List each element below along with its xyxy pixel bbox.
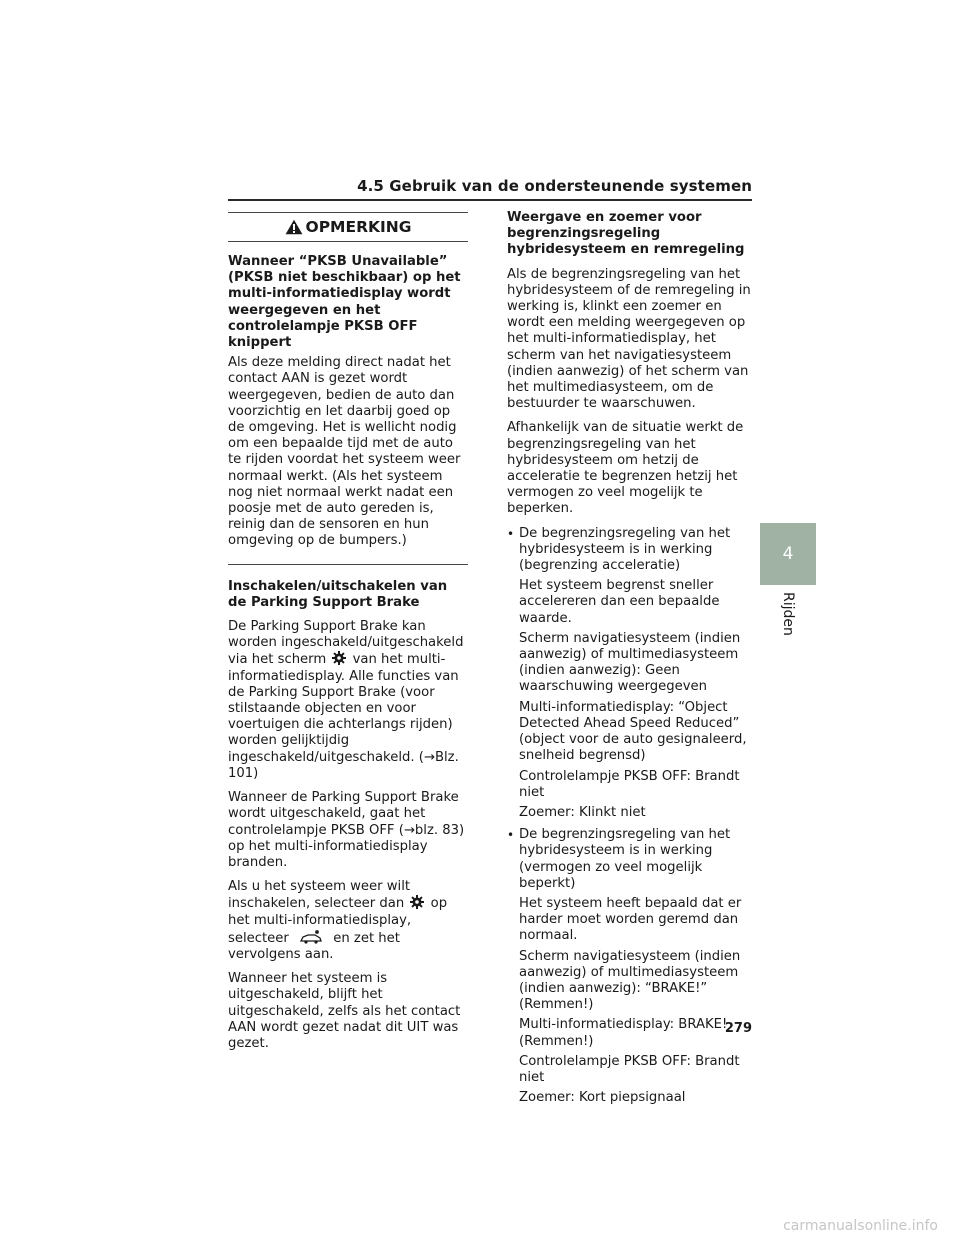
bullet-line: Scherm navigatiesysteem (indien aanwezig) of multimediasysteem (indien aanwezig): “BRAKE!” (Remmen!) (519, 948, 741, 1013)
chapter-tab (760, 523, 816, 585)
list-item (507, 827, 752, 1106)
bullet-line: Multi-informatiedisplay: “Object Detected Ahead Speed Reduced” (object voor de auto gesignaleerd, snelheid begrensd) (519, 699, 747, 764)
paragraph-left-1 (228, 619, 468, 782)
watermark: carmanualsonline.info (783, 1218, 938, 1234)
paragraph-text: van het multi-informatiedisplay. Alle functies van de Parking Support Brake (voor stilstaande objecten en voor voertuigen die achterlangs rijden) worden gelijktijdig ingeschakeld/uitgeschakeld. (→Blz. 101) (228, 652, 459, 781)
list-item (507, 526, 752, 821)
paragraph-left-2: Wanneer de Parking Support Brake wordt uitgeschakeld, gaat het controlelampje PKSB OFF (→blz. 83) op het multi-informatiedisplay branden. (228, 790, 465, 870)
section-header-title: 4.5 Gebruik van de ondersteunende systemen (357, 177, 752, 195)
bullet-title: • De begrenzingsregeling van het hybridesysteem is in werking (begrenzing acceleratie) (519, 525, 731, 574)
bullet-line: Zoemer: Klinkt niet (519, 804, 646, 820)
notice-heading: Wanneer “PKSB Unavailable” (PKSB niet beschikbaar) op het multi-informatiedisplay wordt weergegeven en het controlelampje PKSB OFF knippert (228, 254, 461, 351)
paragraph-left-4: Wanneer het systeem is uitgeschakeld, blijft het uitgeschakeld, zelfs als het contact AAN wordt gezet nadat dit UIT was gezet. (228, 971, 461, 1051)
section-title-right: Weergave en zoemer voor begrenzingsregeling hybridesysteem en remregeling (507, 210, 745, 258)
chapter-number: 4 (782, 544, 794, 564)
paragraph-right-2: Afhankelijk van de situatie werkt de begrenzingsregeling van het hybridesysteem om hetzij de acceleratie te begrenzen hetzij het vermogen zo veel mogelijk te beperken. (507, 420, 744, 517)
notice-header (228, 213, 468, 242)
bullet-line: Scherm navigatiesysteem (indien aanwezig) of multimediasysteem (indien aanwezig): Geen waarschuwing weergegeven (519, 630, 741, 695)
chapter-label: Rijden (780, 592, 796, 636)
gear-icon (332, 651, 346, 665)
paragraph-right-1: Als de begrenzingsregeling van het hybridesysteem of de remregeling in werking is, klinkt een zoemer en wordt een melding weergegeven op het multi-informatiedisplay, het scherm van het navigatiesysteem (indien aanwezig) of het scherm van het multimediasysteem, om de bestuurder te waarschuwen. (507, 266, 751, 412)
bullet-line: Multi-informatiedisplay: BRAKE! (Remmen!) (519, 1017, 728, 1049)
gear-icon (410, 895, 424, 909)
paragraph-left-3 (228, 879, 468, 963)
paragraph-text: Als u het systeem weer wilt inschakelen, selecteer dan (228, 879, 411, 912)
notice-body: Als deze melding direct nadat het contact AAN is gezet wordt weergegeven, bedien de auto dan voorzichtig en let daarbij goed op de omgeving. Het is wellicht nodig om een bepaalde tijd met de auto te rijden voordat het systeem weer normaal werkt. (Als het systeem nog niet normaal werkt nadat een poosje met de auto gereden is, reinig dan de sensoren en hun omgeving op de bumpers.) (228, 355, 461, 549)
notice-box (228, 212, 468, 565)
paragraph-text: De Parking Support Brake kan worden ingeschakeld/uitgeschakeld via het scherm (228, 619, 464, 668)
car-sensor-icon (299, 929, 323, 945)
notice-title: OPMERKING (305, 217, 412, 236)
bullet-list (507, 526, 752, 1107)
bullet-line: Controlelampje PKSB OFF: Brandt niet (519, 768, 740, 800)
bullet-line: Zoemer: Kort piepsignaal (519, 1090, 686, 1106)
section-title-left: Inschakelen/uitschakelen van de Parking Support Brake (228, 578, 448, 610)
bullet-line: Het systeem heeft bepaald dat er harder moet worden geremd dan normaal. (519, 895, 742, 944)
page-number: 279 (724, 1021, 752, 1036)
right-column (507, 210, 752, 1112)
left-column (228, 212, 468, 1060)
bullet-title: • De begrenzingsregeling van het hybridesysteem is in werking (vermogen zo veel mogelijk beperkt) (519, 827, 731, 891)
header-divider (228, 199, 752, 201)
bullet-line: Controlelampje PKSB OFF: Brandt niet (519, 1053, 740, 1085)
warning-triangle-icon (285, 219, 303, 235)
paragraph-text: op het multi-informatiedisplay, selecteer (228, 896, 448, 946)
paragraph-text: en zet het vervolgens aan. (228, 930, 400, 962)
bullet-line: Het systeem begrenst sneller accelereren dan een bepaalde waarde. (519, 578, 720, 626)
